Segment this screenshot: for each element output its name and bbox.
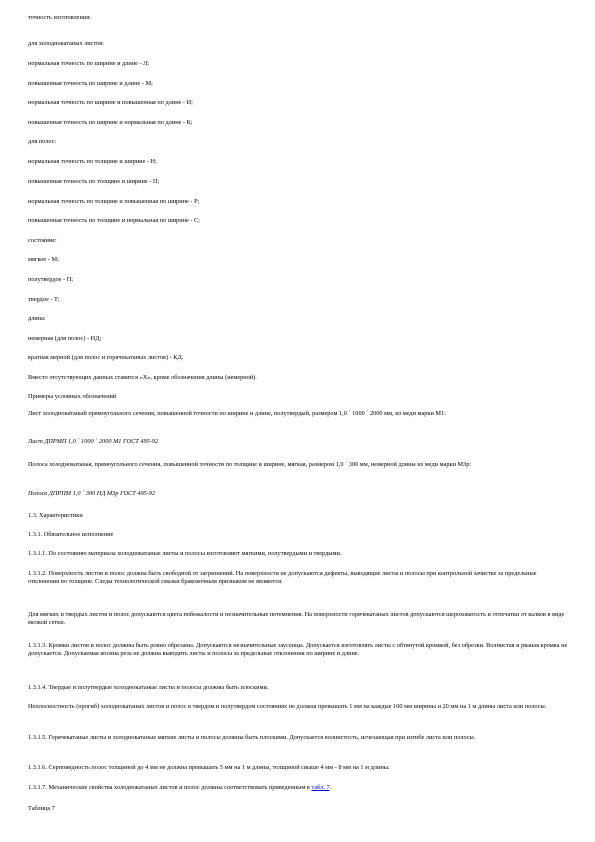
paragraph: Полоса холоднокатаная, прямоугольного сечения, повышенной точности по толщине и ширине, мягкая, размером 1,0 ´ 300 мм, немерной длины из меди марки М3р: (28, 461, 472, 468)
text-line: Вместо отсутствующих данных ставится «Х», кроме обозначения длины (немерной). (28, 374, 257, 381)
text-line: немерная (для полос) - НД; (28, 335, 102, 342)
text-line: нормальная точность по ширине и длине - Л; (28, 60, 150, 67)
text-line: повышенная точность по ширине и нормальная по длине - К; (28, 119, 193, 126)
paragraph: 1.3.1.2. Поверхность листов и полос должна быть свободной от загрязнений. На поверхности не допускаются дефекты, выводящие листы и полосы при контрольной зачистке за предельные отклонения по толщине. Следы технологической смазки браковочным признаком не являются. (28, 570, 537, 585)
text-line: для холоднокатаных листов: (28, 40, 105, 47)
text-line: нормальная точность по толщине и ширине - Н; (28, 158, 157, 165)
text-line: состояние: (28, 237, 57, 244)
text-line: нормальная точность по ширине и повышенная по длине - И; (28, 99, 193, 106)
paragraph: 1.3.1.1. По состоянию материала холоднокатаные листы и полосы изготовляют мягкими, полутвердыми и твердыми. (28, 550, 342, 557)
text-line: для полос: (28, 138, 57, 145)
text-line: полутвердое - П; (28, 276, 74, 283)
text-line: нормальная точность по толщине и повышенная по ширине - Р; (28, 198, 200, 205)
section-heading: 1.3. Характеристики (28, 512, 83, 519)
paragraph: 1.3.1.5. Горячекатаные листы и холоднокатаные мягкие листы и полосы должны быть плоскими. Допускается волнистость, исчезающая при изгибе листа или полосы. (28, 734, 476, 741)
paragraph: Для мягких и твердых листов и полос допускаются цвета побежалости и незначительные потемнения. На поверхности горячекатаных листов допускаются шероховатость и отпечатки от валков в виде мелкой сетки. (28, 611, 565, 626)
text-line: мягкое - М; (28, 256, 59, 263)
text-line: точность изготовления: (28, 14, 91, 21)
table-caption: Таблица 7 (28, 805, 55, 812)
paragraph-tail: . (329, 784, 332, 791)
text-line: кратная мерной (для полос и горячекатаных листов) - КД. (28, 354, 184, 361)
text-line: повышенная точность по ширине и длине - М; (28, 80, 153, 87)
paragraph: Лист холоднокатаный прямоугольного сечения, повышенной точности по ширине и длине, полутвердый, размером 1,0 ´ 1000 ´ 2000 мм, из меди марки М1: (28, 410, 446, 417)
example-designation: Полоса ДПРПМ 1,0 ´ 300 НД М3р ГОСТ 495-92 (28, 490, 156, 497)
subsection-heading: 1.3.1. Обязательное исполнение (28, 531, 114, 538)
section-heading: Примеры условных обозначений (28, 393, 117, 400)
text-line: длина: (28, 315, 46, 322)
text-line: твердое - Т; (28, 296, 60, 303)
text-line: повышенная точность по толщине и ширине - П; (28, 178, 160, 185)
paragraph-with-link (28, 784, 569, 792)
table-7-link[interactable]: табл. 7 (311, 784, 330, 791)
paragraph-text: 1.3.1.7. Механические свойства холоднокатаных листов и полос должны соответствовать приведенным в (28, 784, 310, 791)
paragraph: 1.3.1.3. Кромки листов и полос должны быть ровно обрезаны. Допускаются незначительные заусенцы. Допускается изготовлять листы с обтянутой кромкой, без обрезки. Волнистая и рваная кромка не допускается. Допускаемая косина реза не должна выводить листы и полосы за предельные отклонения по ширине и длине. (28, 642, 568, 657)
paragraph: 1.3.1.4. Твердые и полутвердые холоднокатаные листы и полосы должны быть плоскими. (28, 684, 269, 691)
example-designation: Лист ДПРМП 1,0 ´ 1000 ´ 2000 М1 ГОСТ 495-92 (28, 438, 159, 445)
paragraph: Неплоскостность (прогиб) холоднокатаных листов и полос в твердом и полутвердом состояниях не должна превышать 1 мм на каждые 100 мм ширины и 20 мм на 1 м длины листа или полосы. (28, 703, 547, 710)
paragraph: 1.3.1.6. Серповидность полос толщиной до 4 мм не должна превышать 5 мм на 1 м длины, толщиной свыше 4 мм - 8 мм на 1 м длины. (28, 764, 390, 771)
text-line: повышенная точность по толщине и нормальная по ширине - С; (28, 217, 200, 224)
